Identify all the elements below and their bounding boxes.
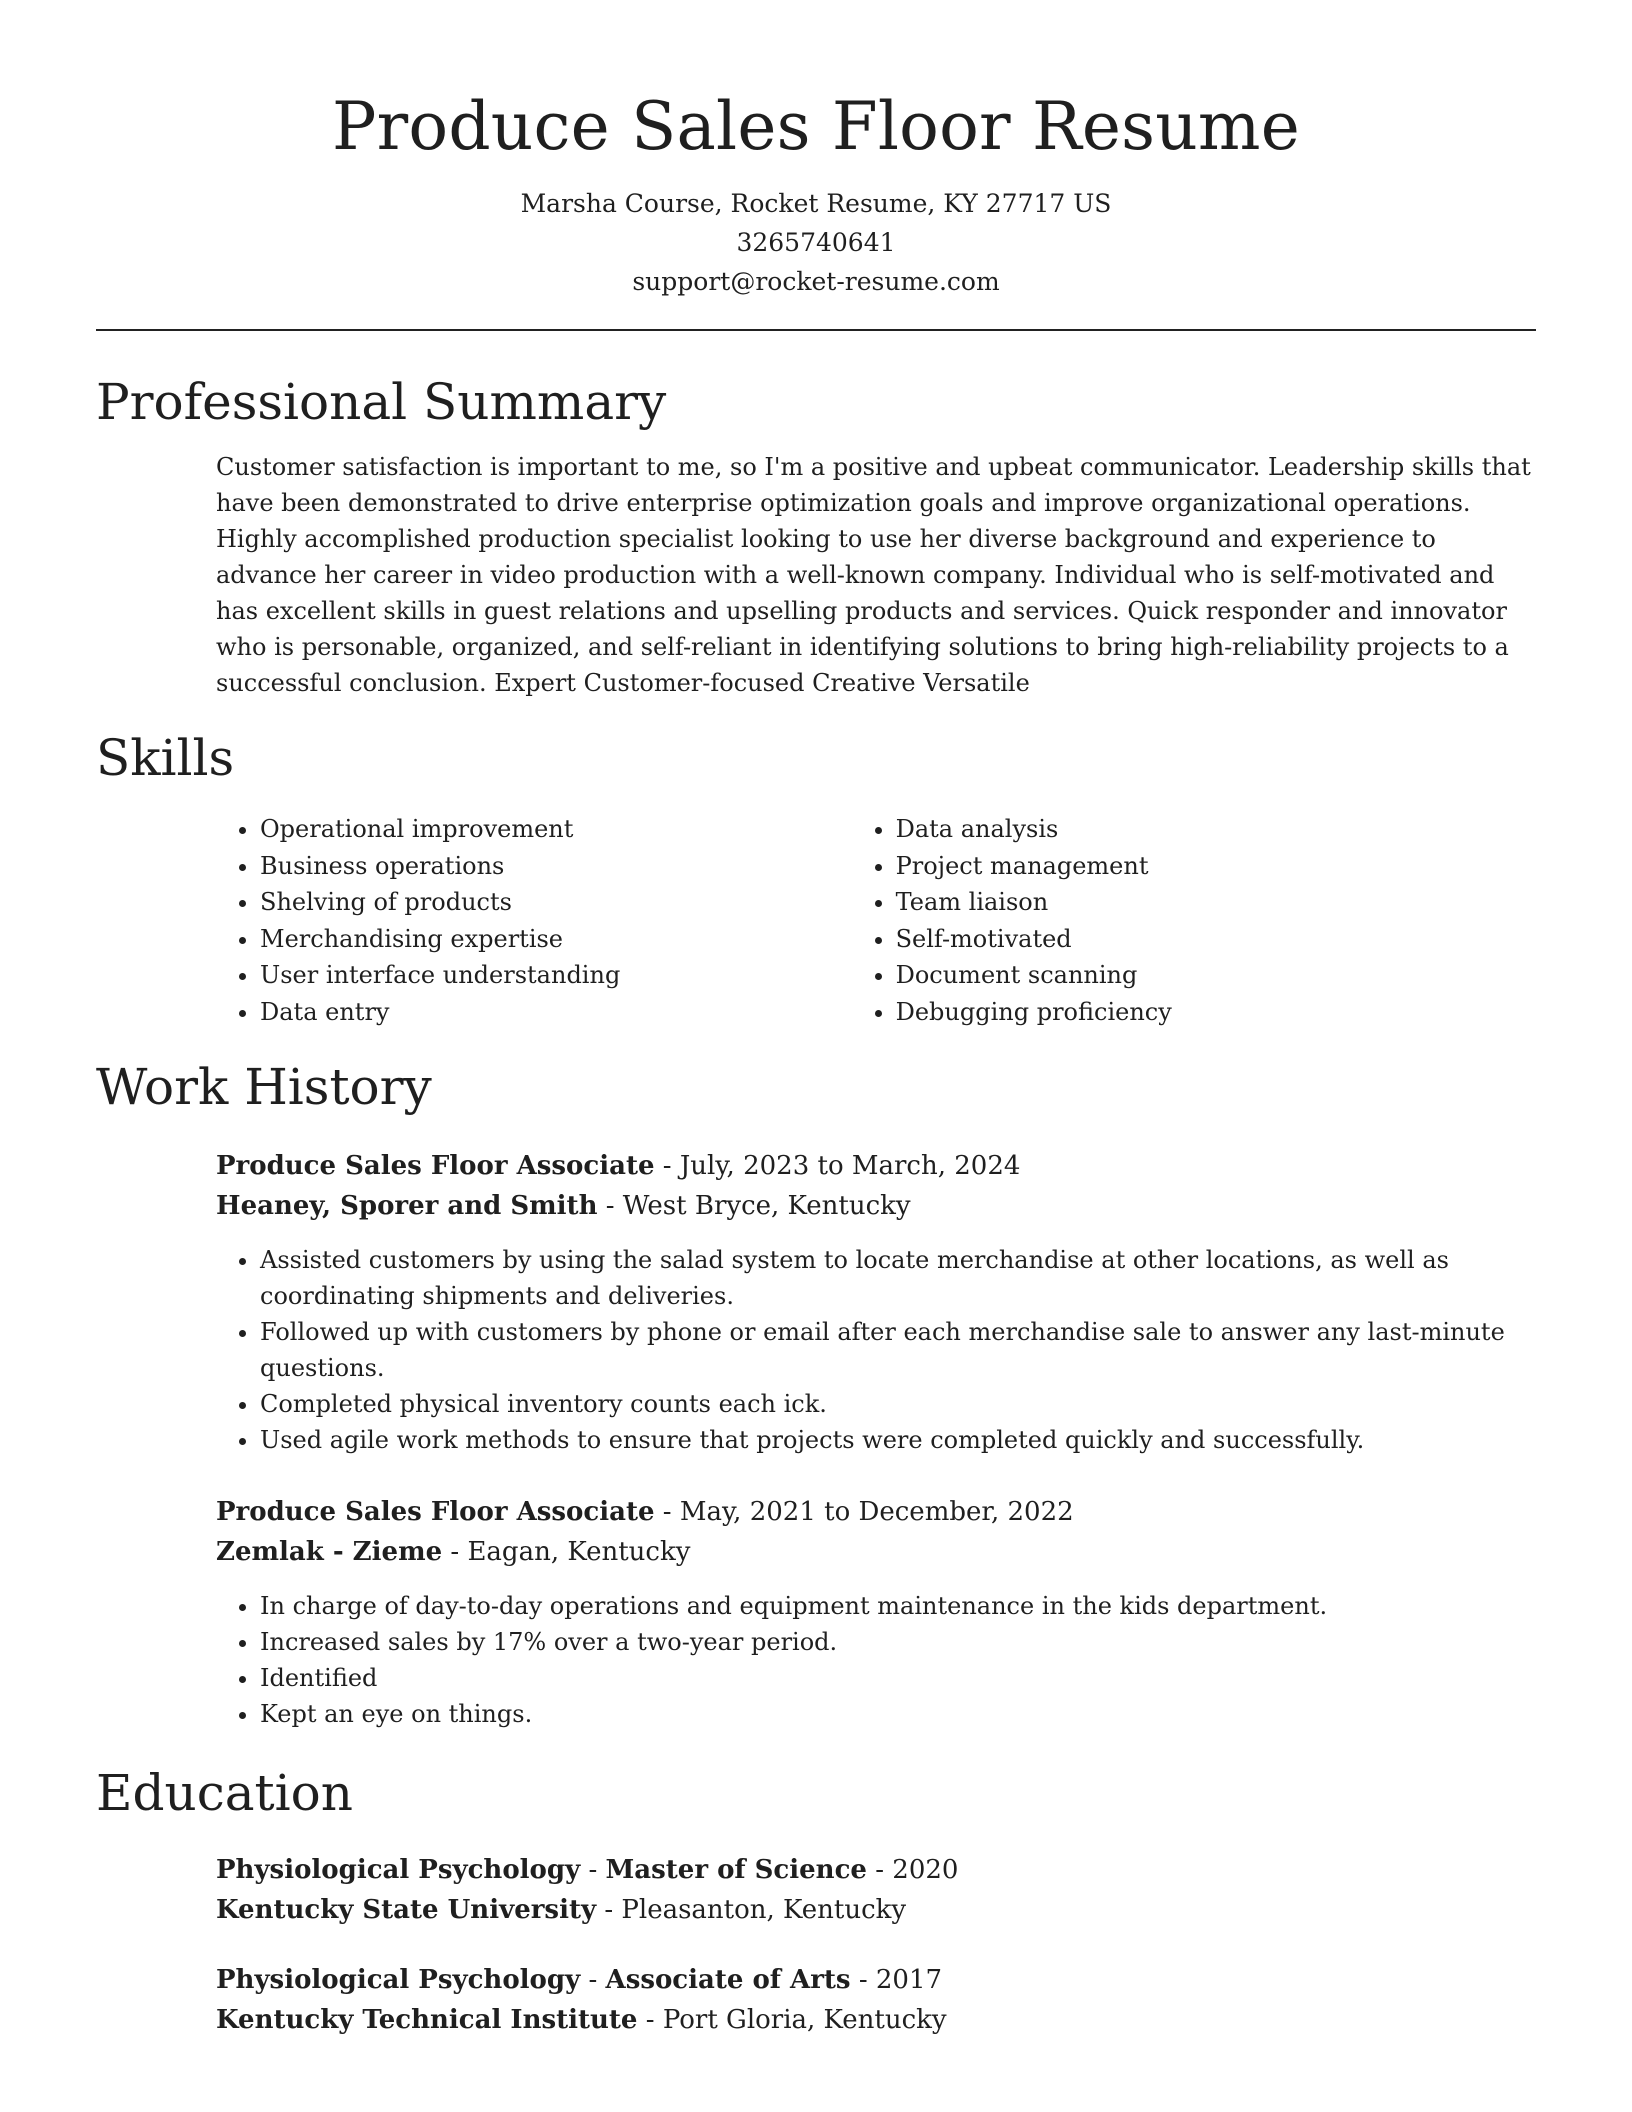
job-bullet: • Completed physical inventory counts each ick.: [260, 1386, 1536, 1422]
education-degree: Master of Science: [605, 1855, 867, 1885]
job-entry: [216, 1146, 1536, 1458]
skill-item: • Business operations: [260, 848, 852, 885]
education-degree-line: [216, 1960, 1536, 2000]
header-divider: [96, 329, 1536, 331]
education-field: Physiological Psychology: [216, 1965, 581, 1995]
education-year: 2020: [892, 1855, 959, 1885]
job-dates: July, 2023 to March, 2024: [679, 1151, 1021, 1181]
education-school: Kentucky Technical Institute: [216, 2005, 638, 2035]
separator: -: [654, 1151, 680, 1181]
separator: -: [596, 1895, 622, 1925]
job-company-line: [216, 1532, 1536, 1572]
education-entry: [216, 1850, 1536, 1930]
education-entry: [216, 1960, 1536, 2040]
job-entry: [216, 1492, 1536, 1732]
job-bullet: • In charge of day-to-day operations and equipment maintenance in the kids department.: [260, 1588, 1536, 1624]
separator: -: [850, 1965, 876, 1995]
skill-item: • Shelving of products: [260, 884, 852, 921]
skill-item: • Data analysis: [896, 811, 1536, 848]
skill-item: • Self-motivated: [896, 921, 1536, 958]
job-dates: May, 2021 to December, 2022: [679, 1497, 1074, 1527]
work-history-heading: Work History: [96, 1058, 432, 1116]
skill-item: • Data entry: [260, 994, 852, 1031]
contact-phone: 3265740641: [736, 228, 896, 257]
job-location: Eagan, Kentucky: [467, 1537, 691, 1567]
job-company: Zemlak - Zieme: [216, 1537, 443, 1567]
separator: -: [442, 1537, 468, 1567]
separator: -: [866, 1855, 893, 1885]
job-bullet: • Kept an eye on things.: [260, 1696, 1536, 1732]
skill-item: • Merchandising expertise: [260, 921, 852, 958]
separator: -: [580, 1855, 606, 1885]
job-company-line: [216, 1186, 1536, 1226]
education-degree-line: [216, 1850, 1536, 1890]
education-location: Pleasanton, Kentucky: [621, 1895, 907, 1925]
education-year: 2017: [875, 1965, 943, 1995]
contact-address: Marsha Course, Rocket Resume, KY 27717 US: [520, 189, 1112, 218]
job-bullet: • Identified: [260, 1660, 1536, 1696]
skill-item: • Operational improvement: [260, 811, 852, 848]
education-location: Port Gloria, Kentucky: [662, 2005, 947, 2035]
education-field: Physiological Psychology: [216, 1855, 581, 1885]
education-heading: Education: [96, 1764, 353, 1822]
education-school-line: [216, 1890, 1536, 1930]
education-school: Kentucky State University: [216, 1895, 597, 1925]
job-bullets: [216, 1242, 1536, 1458]
contact-email: support@rocket-resume.com: [632, 267, 1000, 296]
job-bullet: • Increased sales by 17% over a two-year period.: [260, 1624, 1536, 1660]
summary-text: Customer satisfaction is important to me, so I'm a positive and upbeat communicator. Leadership skills that have been demonstrated to drive enterprise optimization goals and improve organizational operations. Highly accomplished production specialist looking to use her diverse background and experience to advance her career in video production with a well-known company. Individual who is self-motivated and has excellent skills in guest relations and upselling products and services. Quick responder and innovator who is personable, organized, and self-reliant in identifying solutions to bring high-reliability projects to a successful conclusion. Expert Customer-focused Creative Versatile: [216, 453, 1531, 697]
skill-item: • Team liaison: [896, 884, 1536, 921]
summary-heading: Professional Summary: [96, 373, 667, 431]
skill-item: • Debugging proficiency: [896, 994, 1536, 1031]
skill-item: • Document scanning: [896, 957, 1536, 994]
resume-title: Produce Sales Floor Resume: [332, 88, 1300, 165]
job-bullet: • Assisted customers by using the salad system to locate merchandise at other locations, as well as coordinating shipments and deliveries.: [260, 1242, 1536, 1314]
skills-column-right: [852, 811, 1536, 1030]
contact-block: [96, 184, 1536, 301]
job-bullets: [216, 1588, 1536, 1732]
skills-heading: Skills: [96, 729, 235, 787]
job-title: Produce Sales Floor Associate: [216, 1151, 655, 1181]
job-bullet: • Used agile work methods to ensure that projects were completed quickly and successfully.: [260, 1422, 1536, 1458]
separator: -: [597, 1191, 623, 1221]
job-title-line: [216, 1146, 1536, 1186]
separator: -: [654, 1497, 680, 1527]
skills-column-left: [216, 811, 852, 1030]
skills-list: [216, 811, 1536, 1030]
education-school-line: [216, 2000, 1536, 2040]
skill-item: • User interface understanding: [260, 957, 852, 994]
separator: -: [637, 2005, 663, 2035]
job-bullet: • Followed up with customers by phone or email after each merchandise sale to answer any last-minute questions.: [260, 1314, 1536, 1386]
resume-header: [96, 0, 1536, 301]
job-company: Heaney, Sporer and Smith: [216, 1191, 598, 1221]
education-degree: Associate of Arts: [605, 1965, 851, 1995]
job-title-line: [216, 1492, 1536, 1532]
skill-item: • Project management: [896, 848, 1536, 885]
job-location: West Bryce, Kentucky: [622, 1191, 911, 1221]
job-title: Produce Sales Floor Associate: [216, 1497, 655, 1527]
separator: -: [580, 1965, 606, 1995]
